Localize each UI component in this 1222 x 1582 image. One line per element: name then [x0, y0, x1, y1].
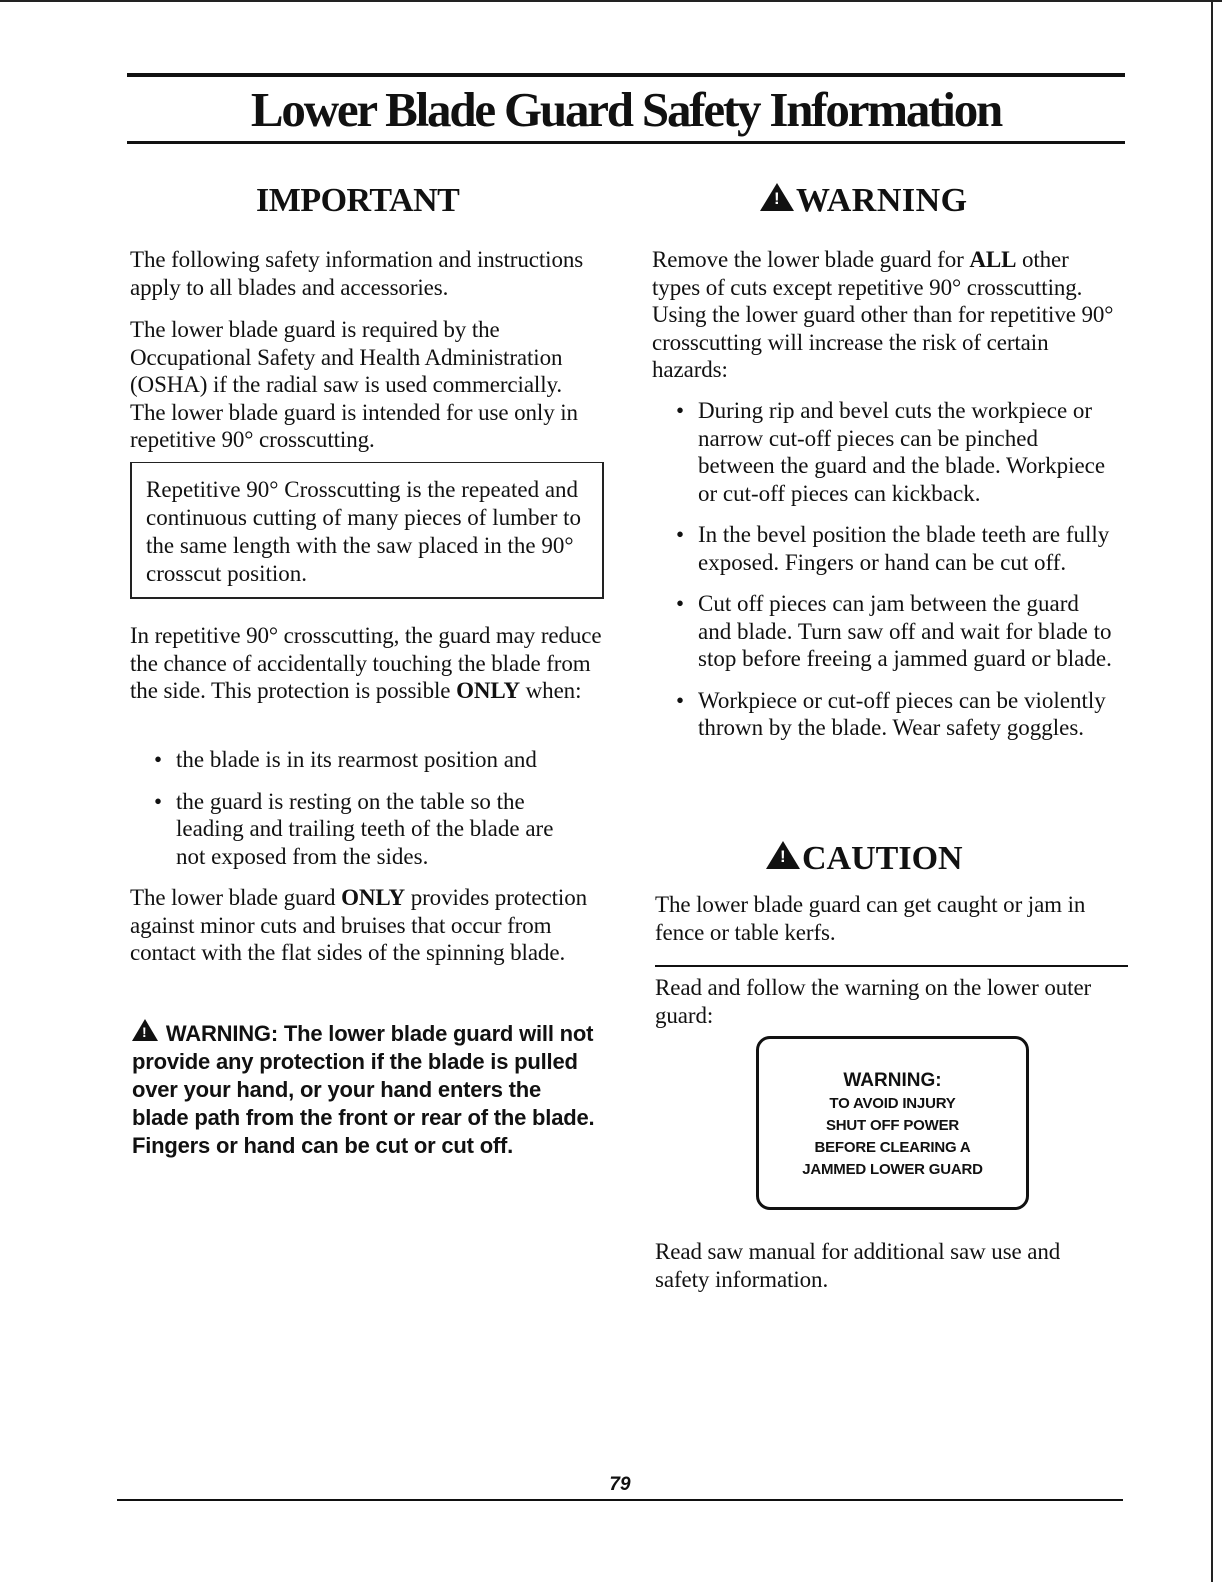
bold-warning-text: WARNING: The lower blade guard will not provide any protection if the blade is pulled over your hand, or your hand enters the blade path from the front or rear of the blade. Fingers or hand can be cut or cut off. [132, 1021, 595, 1158]
protection-conditions-list [154, 746, 594, 870]
definition-text: Repetitive 90° Crosscutting is the repeated and continuous cutting of many pieces of lumber to the same length with the saw placed in the 90° crosscut position. [146, 477, 581, 586]
list-item: • Cut off pieces can jam between the guard and blade. Turn saw off and wait for blade to stop before freeing a jammed guard or blade. [676, 590, 1116, 673]
page-edge-right [1211, 0, 1213, 1582]
all-emphasis: ALL [969, 247, 1017, 272]
only-emphasis: ONLY [341, 885, 406, 910]
warning-text: Remove the lower blade guard for [652, 247, 970, 272]
warning-heading-text: WARNING [796, 182, 968, 219]
caution-heading [766, 839, 963, 879]
warning-text-end: other types of cuts except repetitive 90° crosscutting. Using the lower guard other than for repetitive 90° crosscutting will increase the risk of certain hazards: [652, 247, 1114, 382]
intro-paragraph: The following safety information and instructions apply to all blades and accessories. [130, 247, 584, 300]
page-title: Lower Blade Guard Safety Information [250, 82, 1002, 137]
label-line: BEFORE CLEARING A [814, 1139, 971, 1156]
label-line: SHUT OFF POWER [825, 1117, 960, 1134]
read-follow-paragraph: Read and follow the warning on the lower outer guard: [655, 975, 1092, 1028]
warning-paragraph [652, 246, 1114, 384]
title-rule-bottom [127, 141, 1125, 144]
guard-warning-label [756, 1036, 1029, 1210]
protection-text: In repetitive 90° crosscutting, the guard may reduce the chance of accidentally touching the blade from the side. This protection is possible [130, 623, 602, 703]
caution-heading-text: CAUTION [802, 840, 963, 877]
list-item: • the guard is resting on the table so the leading and trailing teeth of the blade are not exposed from the sides. [154, 788, 586, 871]
hazards-list [676, 397, 1116, 742]
footer-rule [117, 1499, 1123, 1501]
section-divider [655, 965, 1128, 967]
caution-paragraph: The lower blade guard can get caught or jam in fence or table kerfs. [655, 892, 1086, 945]
caution-triangle-icon [766, 841, 800, 869]
bold-warning-paragraph [132, 1019, 602, 1160]
title-rule-top [127, 73, 1125, 77]
protection-paragraph [130, 622, 610, 705]
only-emphasis: ONLY [456, 678, 521, 703]
only-provides-text-end: provides protection against minor cuts and bruises that occur from contact with the flat sides of the spinning blade. [130, 885, 588, 965]
warning-triangle-icon [132, 1019, 158, 1041]
label-line: TO AVOID INJURY [829, 1095, 956, 1112]
list-item: • Workpiece or cut-off pieces can be violently thrown by the blade. Wear safety goggles. [676, 687, 1116, 742]
warning-triangle-icon [760, 183, 794, 211]
warning-heading [760, 181, 968, 221]
only-provides-text: The lower blade guard [130, 885, 342, 910]
label-line: JAMMED LOWER GUARD [802, 1161, 983, 1178]
list-item: • In the bevel position the blade teeth are fully exposed. Fingers or hand can be cut off. [676, 521, 1116, 576]
list-item: • the blade is in its rearmost position and [154, 746, 594, 774]
osha-paragraph: The lower blade guard is required by the Occupational Safety and Health Administration (OSHA) if the radial saw is used commercially. The lower blade guard is intended for use only in repetitive 90° crosscutting. [130, 317, 578, 452]
page-number: 79 [609, 1474, 631, 1495]
only-provides-paragraph [130, 884, 610, 967]
page-edge-top [0, 0, 1222, 2]
label-title: WARNING: [843, 1070, 942, 1091]
important-heading: IMPORTANT [256, 182, 460, 219]
definition-box [130, 462, 604, 599]
list-item: • During rip and bevel cuts the workpiece or narrow cut-off pieces can be pinched between the guard and the blade. Workpiece or cut-off pieces can kickback. [676, 397, 1116, 507]
protection-text-end: when: [520, 678, 582, 703]
read-manual-paragraph: Read saw manual for additional saw use and safety information. [655, 1239, 1061, 1292]
